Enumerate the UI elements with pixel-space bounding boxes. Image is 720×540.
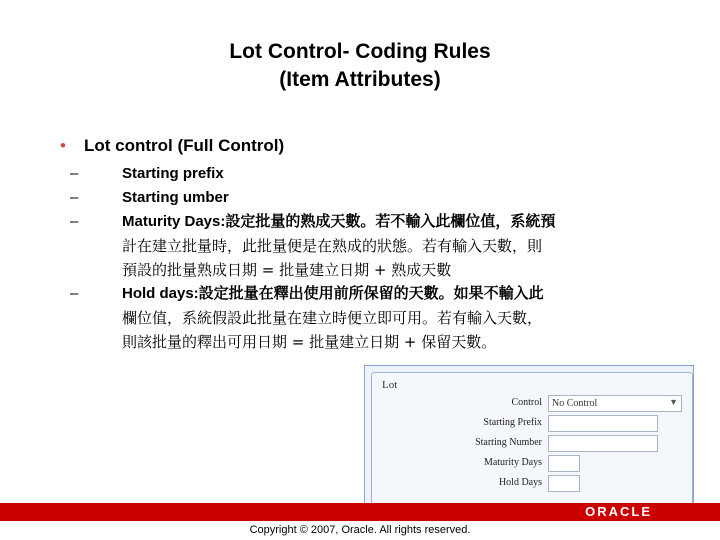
sub-list <box>60 162 680 354</box>
maturity-days-input[interactable] <box>548 455 580 472</box>
bullet-dot-icon: • <box>60 136 66 155</box>
starting-prefix-input[interactable] <box>548 415 658 432</box>
starting-number-label: Starting Number <box>475 437 542 448</box>
control-value: No Control <box>552 398 598 409</box>
dash-icon: – <box>70 189 79 206</box>
sub-item-line: 計在建立批量時，此批量便是在熟成的狀態。若有輸入天數，則 <box>122 237 543 255</box>
bullet-text: Lot control (Full Control) <box>84 136 285 155</box>
chevron-down-icon: ▼ <box>669 397 678 407</box>
control-label: Control <box>511 397 542 408</box>
sub-item-line: 欄位值，系統假設此批量在建立時便立即可用。若有輸入天數， <box>122 309 543 327</box>
control-select[interactable] <box>548 395 682 412</box>
lot-form-header: Lot <box>382 379 398 391</box>
sub-item-line: Starting umber <box>122 189 229 206</box>
maturity-days-label: Maturity Days <box>483 457 542 468</box>
dash-icon: – <box>70 165 79 182</box>
sub-item-line: Starting prefix <box>122 165 224 182</box>
slide-content <box>60 135 680 354</box>
sub-item-hold-days <box>60 282 680 354</box>
hold-days-row <box>372 475 692 493</box>
starting-number-input[interactable] <box>548 435 658 452</box>
starting-prefix-row <box>372 415 692 433</box>
lot-form-screenshot <box>364 365 694 505</box>
bullet-lot-control <box>60 135 680 157</box>
control-row <box>372 395 692 413</box>
title-line-1: Lot Control- Coding Rules <box>229 40 491 63</box>
lot-form-panel <box>371 372 693 505</box>
sub-item-starting-number <box>60 186 680 210</box>
starting-number-row <box>372 435 692 453</box>
sub-item-line: Maturity Days:設定批量的熟成天數。若不輸入此欄位值，系統預 <box>122 213 556 230</box>
hold-days-input[interactable] <box>548 475 580 492</box>
hold-days-label: Hold Days <box>498 477 542 488</box>
dash-icon: – <box>70 285 79 302</box>
dash-icon: – <box>70 213 79 230</box>
sub-item-line: 預設的批量熟成日期 = 批量建立日期 + 熟成天數 <box>122 261 452 279</box>
sub-item-line: Hold days:設定批量在釋出使用前所保留的天數。如果不輸入此 <box>122 285 544 302</box>
sub-item-maturity-days <box>60 210 680 282</box>
title-line-2: (Item Attributes) <box>279 68 441 91</box>
sub-item-starting-prefix <box>60 162 680 186</box>
starting-prefix-label: Starting Prefix <box>483 417 542 428</box>
copyright-text: Copyright © 2007, Oracle. All rights reserved. <box>249 524 471 536</box>
oracle-logo: ORACLE <box>585 504 652 519</box>
slide-title <box>0 38 720 94</box>
footer-bar <box>0 503 720 521</box>
maturity-days-row <box>372 455 692 473</box>
sub-item-line: 則該批量的釋出可用日期 = 批量建立日期 + 保留天數。 <box>122 333 497 351</box>
